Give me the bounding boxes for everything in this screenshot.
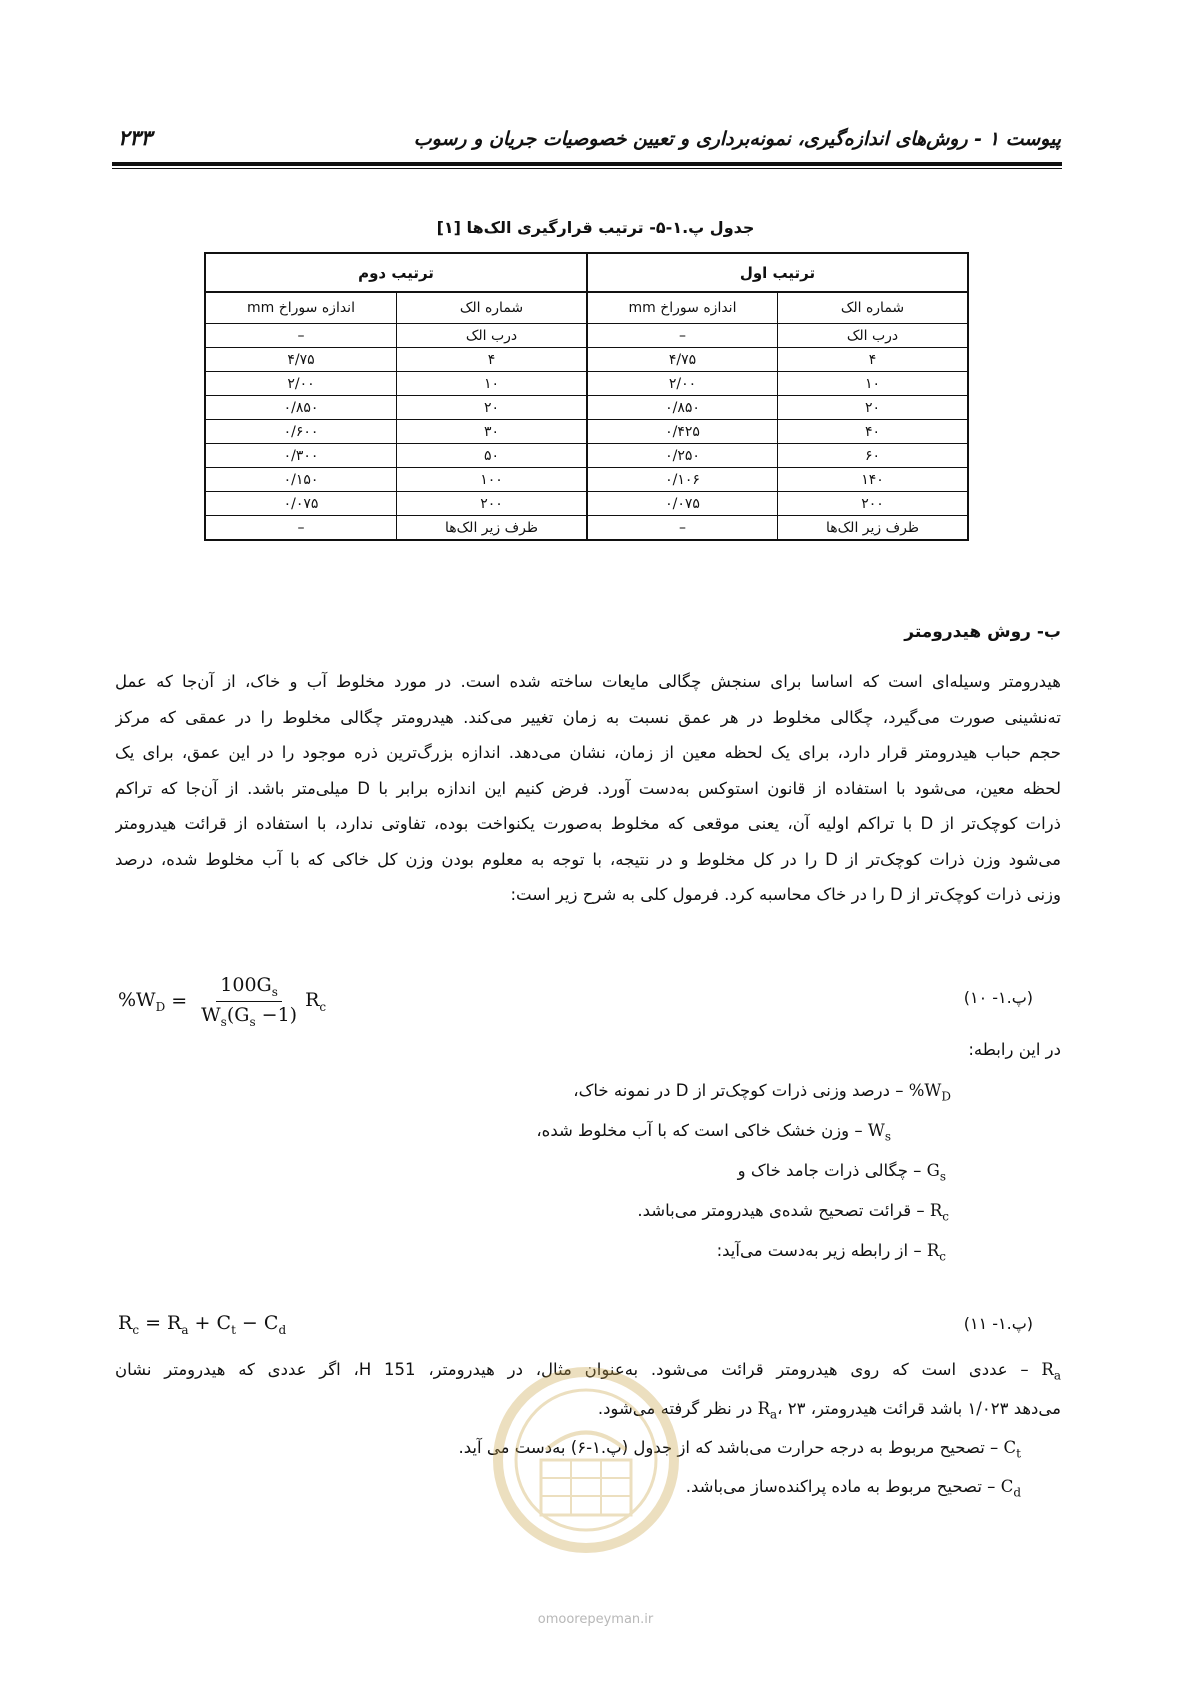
paragraph-line: می‌شود وزن ذرات کوچک‌تر از D را در کل مخلوط و در نتیجه، با توجه به معلوم بودن وزن کل خاکی که با آب مخلوط شده، درصد (115, 849, 1061, 869)
sieve-no-cell: ۳۰ (397, 420, 588, 444)
paragraph-line: لحظه معین، می‌شود با استفاده از قانون استوکس به‌دست آورد. فرض کنیم این اندازه برابر با D میلی‌متر باشد. از آن‌جا که تراکم (115, 778, 1061, 798)
header-rule-thin (112, 168, 1062, 169)
definition-item: $W_s$ – وزن خشک خاکی است که با آب مخلوط شده، (536, 1121, 891, 1144)
definition-item: $\%W_D$ – درصد وزنی ذرات کوچک‌تر از D در نمونه خاک، (573, 1081, 951, 1104)
col-header-sieve-no: شماره الک (397, 292, 588, 324)
equation-rc: $R_c = R_a + C_t - C_d$ (118, 1312, 287, 1337)
omoore-peyman-logo-icon (486, 1355, 686, 1565)
sieve-no-cell: ۲۰ (778, 396, 969, 420)
sieve-no-cell: ۴۰ (778, 420, 969, 444)
group-header-first: ترتیب اول (587, 253, 968, 292)
paragraph-line: هیدرومتر وسیله‌ای است که اساسا برای سنجش چگالی مایعات ساخته شده است. در مورد مخلوط آب و خاک، از آن‌جا که عمل (115, 672, 1061, 691)
ra-definition-line2: می‌دهد ۱/۰۲۳ باشد قرائت هیدرومتر، $R_a،$ ۲۳ در نظر گرفته می‌شود. (597, 1399, 1061, 1422)
table-row (205, 516, 968, 541)
body-paragraph (115, 664, 1061, 913)
opening-cell: ۴/۷۵ (205, 348, 397, 372)
definition-item: $R_c$ – از رابطه زیر به‌دست می‌آید: (716, 1241, 946, 1264)
running-header-title: پیوست ۱ - روش‌های اندازه‌گیری، نمونه‌برداری و تعیین خصوصیات جریان و رسوب (413, 128, 1061, 150)
opening-cell: ۰/۸۵۰ (205, 396, 397, 420)
paragraph-line: ته‌نشینی صورت می‌گیرد، چگالی مخلوط در هر عمق نسبت به زمان تغییر می‌کند. هیدرومتر چگالی مخلوط را در عمقی که مرکز (115, 707, 1061, 727)
opening-cell: ۰/۰۷۵ (205, 492, 397, 516)
opening-cell: ۰/۱۰۶ (587, 468, 778, 492)
sieve-no-cell: درب الک (397, 324, 588, 348)
equation-percent-finer: $\%W_D$ = $\frac{100G_s}{W_s(G_s -1)}$ $R_c$ (118, 974, 327, 1029)
definition-item: $G_s$ – چگالی ذرات جامد خاک و (737, 1161, 946, 1184)
paragraph-line: حجم حباب هیدرومتر قرار دارد، برای یک لحظه معین از زمان، نشان می‌دهد. اندازه بزرگ‌ترین ذره موجود را در این عمق، برای یک (115, 743, 1061, 762)
sieve-no-cell: ۱۰ (778, 372, 969, 396)
sieve-no-cell: درب الک (778, 324, 969, 348)
paragraph-line: وزنی ذرات کوچک‌تر از D را در خاک محاسبه کرد. فرمول کلی به شرح زیر است: (510, 885, 1061, 904)
table-row (205, 444, 968, 468)
ct-definition: $C_t$ – تصحیح مربوط به درجه حرارت می‌باشد که از جدول (پ.۱-۶) به‌دست می آید. (458, 1438, 1021, 1461)
cd-definition: $C_d$ – تصحیح مربوط به ماده پراکنده‌ساز می‌باشد. (685, 1477, 1021, 1500)
equation-label: (پ.۱- ۱۱) (963, 1314, 1033, 1333)
table-row (205, 468, 968, 492)
sieve-order-table (204, 252, 969, 541)
eq1-rhs: $R_c$ (305, 988, 327, 1014)
section-heading: ب- روش هیدرومتر (904, 622, 1061, 642)
opening-cell: ۰/۴۲۵ (587, 420, 778, 444)
page-number: ۲۳۳ (118, 126, 152, 150)
ra-definition-line1: $R_a$ – عددی است که روی هیدرومتر قرائت می‌شود. به‌عنوان مثال، در هیدرومتر، H 151، اگر عددی که هیدرومتر نشان (115, 1360, 1061, 1383)
opening-cell: ۰/۸۵۰ (587, 396, 778, 420)
sieve-no-cell: ظرف زیر الک‌ها (778, 516, 969, 541)
table-row (205, 396, 968, 420)
sieve-no-cell: ۴ (778, 348, 969, 372)
sieve-no-cell: ۱۰۰ (397, 468, 588, 492)
table-row (205, 420, 968, 444)
paragraph-line: ذرات کوچک‌تر از D با تراکم اولیه آن، یعنی موقعی که مخلوط به‌صورت یکنواخت بوده، تفاوتی ندارد، با استفاده از قرائت هیدرومتر (115, 814, 1061, 833)
table-row (205, 324, 968, 348)
col-header-opening: اندازه سوراخ mm (587, 292, 778, 324)
sieve-no-cell: ۱۴۰ (778, 468, 969, 492)
table-row (205, 492, 968, 516)
sieve-no-cell: ظرف زیر الک‌ها (397, 516, 588, 541)
watermark-site: omoorepeyman.ir (537, 1612, 654, 1627)
opening-cell: ۴/۷۵ (587, 348, 778, 372)
opening-cell: ۰/۱۵۰ (205, 468, 397, 492)
sieve-no-cell: ۲۰۰ (778, 492, 969, 516)
definitions-intro: در این رابطه: (968, 1040, 1061, 1059)
sieve-no-cell: ۲۰ (397, 396, 588, 420)
sieve-no-cell: ۱۰ (397, 372, 588, 396)
group-header-second: ترتیب دوم (205, 253, 587, 292)
sieve-no-cell: ۴ (397, 348, 588, 372)
opening-cell: – (587, 324, 778, 348)
opening-cell: ۲/۰۰ (587, 372, 778, 396)
table-row (205, 348, 968, 372)
opening-cell: – (587, 516, 778, 541)
table-row (205, 372, 968, 396)
opening-cell: – (205, 516, 397, 541)
opening-cell: – (205, 324, 397, 348)
eq1-fraction: $\frac{100G_s}{W_s(G_s -1)}$ (201, 974, 298, 1029)
sieve-no-cell: ۵۰ (397, 444, 588, 468)
col-header-sieve-no: شماره الک (778, 292, 969, 324)
opening-cell: ۰/۲۵۰ (587, 444, 778, 468)
sieve-no-cell: ۶۰ (778, 444, 969, 468)
opening-cell: ۲/۰۰ (205, 372, 397, 396)
opening-cell: ۰/۶۰۰ (205, 420, 397, 444)
opening-cell: ۰/۰۷۵ (587, 492, 778, 516)
col-header-opening: اندازه سوراخ mm (205, 292, 397, 324)
header-rule-thick (112, 162, 1062, 166)
definition-item: $R_c$ – قرائت تصحیح شده‌ی هیدرومتر می‌باشد. (637, 1201, 949, 1224)
sieve-no-cell: ۲۰۰ (397, 492, 588, 516)
opening-cell: ۰/۳۰۰ (205, 444, 397, 468)
table-caption: جدول پ.۱-۵- ترتیب قرارگیری الک‌ها [۱] (436, 218, 755, 237)
equation-label: (پ.۱- ۱۰) (963, 988, 1033, 1007)
eq1-lhs: $\%W_D$ (118, 988, 166, 1014)
